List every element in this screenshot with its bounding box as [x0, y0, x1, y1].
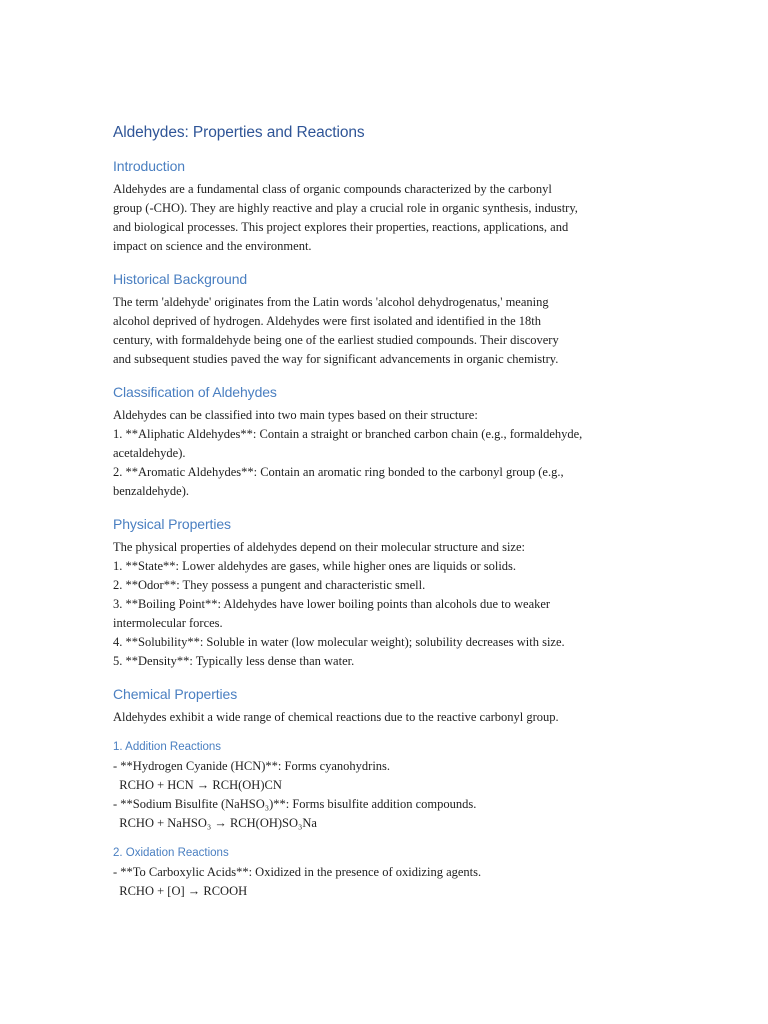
- section-paragraph: [113, 180, 658, 256]
- text-line: - **Hydrogen Cyanide (HCN)**: Forms cyanohydrins.: [113, 759, 391, 773]
- text-line: - **Sodium Bisulfite (NaHSO₃)**: Forms bisulfite addition compounds.: [113, 797, 477, 811]
- text-line: 1. **Aliphatic Aldehydes**: Contain a straight or branched carbon chain (e.g., formaldehyde,: [113, 427, 583, 441]
- section-physical-properties: [113, 516, 658, 671]
- section-heading: Chemical Properties: [113, 686, 238, 702]
- text-line: Aldehydes are a fundamental class of organic compounds characterized by the carbonyl: [113, 182, 552, 196]
- text-line: and biological processes. This project explores their properties, reactions, applications, and: [113, 220, 569, 234]
- text-line: acetaldehyde).: [113, 446, 186, 460]
- text-line: impact on science and the environment.: [113, 239, 312, 253]
- text-line: and subsequent studies paved the way for significant advancements in organic chemistry.: [113, 352, 559, 366]
- text-line: intermolecular forces.: [113, 616, 223, 630]
- text-line: - **To Carboxylic Acids**: Oxidized in the presence of oxidizing agents.: [113, 865, 482, 879]
- subsection-paragraph: [113, 863, 658, 901]
- equation-line: RCHO + [O] → RCOOH: [113, 884, 248, 898]
- text-line: century, with formaldehyde being one of the earliest studied compounds. Their discovery: [113, 333, 559, 347]
- section-chemical-properties: [113, 686, 658, 901]
- text-line: Aldehydes can be classified into two main types based on their structure:: [113, 408, 478, 422]
- section-historical-background: [113, 271, 658, 369]
- document-page: [113, 124, 658, 916]
- section-heading: Historical Background: [113, 271, 248, 287]
- text-line: 1. **State**: Lower aldehydes are gases, while higher ones are liquids or solids.: [113, 559, 517, 573]
- section-introduction: [113, 158, 658, 256]
- text-line: alcohol deprived of hydrogen. Aldehydes were first isolated and identified in the 18th: [113, 314, 542, 328]
- subsection-heading: 1. Addition Reactions: [113, 741, 222, 753]
- subsection-oxidation-reactions: [113, 847, 658, 901]
- subsection-addition-reactions: [113, 741, 658, 833]
- text-line: The term 'aldehyde' originates from the Latin words 'alcohol dehydrogenatus,' meaning: [113, 295, 549, 309]
- text-line: 3. **Boiling Point**: Aldehydes have lower boiling points than alcohols due to weaker: [113, 597, 551, 611]
- text-line: benzaldehyde).: [113, 484, 190, 498]
- subsection-paragraph: [113, 757, 658, 833]
- text-line: 2. **Aromatic Aldehydes**: Contain an aromatic ring bonded to the carbonyl group (e.g.,: [113, 465, 564, 479]
- subsection-heading: 2. Oxidation Reactions: [113, 847, 229, 859]
- text-line: 2. **Odor**: They possess a pungent and characteristic smell.: [113, 578, 426, 592]
- text-line: group (-CHO). They are highly reactive and play a crucial role in organic synthesis, industry,: [113, 201, 578, 215]
- text-line: 5. **Density**: Typically less dense than water.: [113, 654, 355, 668]
- section-paragraph: [113, 406, 658, 501]
- section-paragraph: [113, 708, 658, 727]
- section-heading: Classification of Aldehydes: [113, 384, 277, 400]
- equation-line: RCHO + NaHSO₃ → RCH(OH)SO₃Na: [113, 816, 317, 830]
- section-classification: [113, 384, 658, 501]
- document-title: Aldehydes: Properties and Reactions: [113, 124, 365, 141]
- section-paragraph: [113, 538, 658, 671]
- section-heading: Introduction: [113, 158, 185, 174]
- section-paragraph: [113, 293, 658, 369]
- equation-line: RCHO + HCN → RCH(OH)CN: [113, 778, 282, 792]
- section-heading: Physical Properties: [113, 516, 231, 532]
- text-line: Aldehydes exhibit a wide range of chemical reactions due to the reactive carbonyl group.: [113, 710, 559, 724]
- text-line: The physical properties of aldehydes depend on their molecular structure and size:: [113, 540, 526, 554]
- text-line: 4. **Solubility**: Soluble in water (low molecular weight); solubility decreases with size.: [113, 635, 565, 649]
